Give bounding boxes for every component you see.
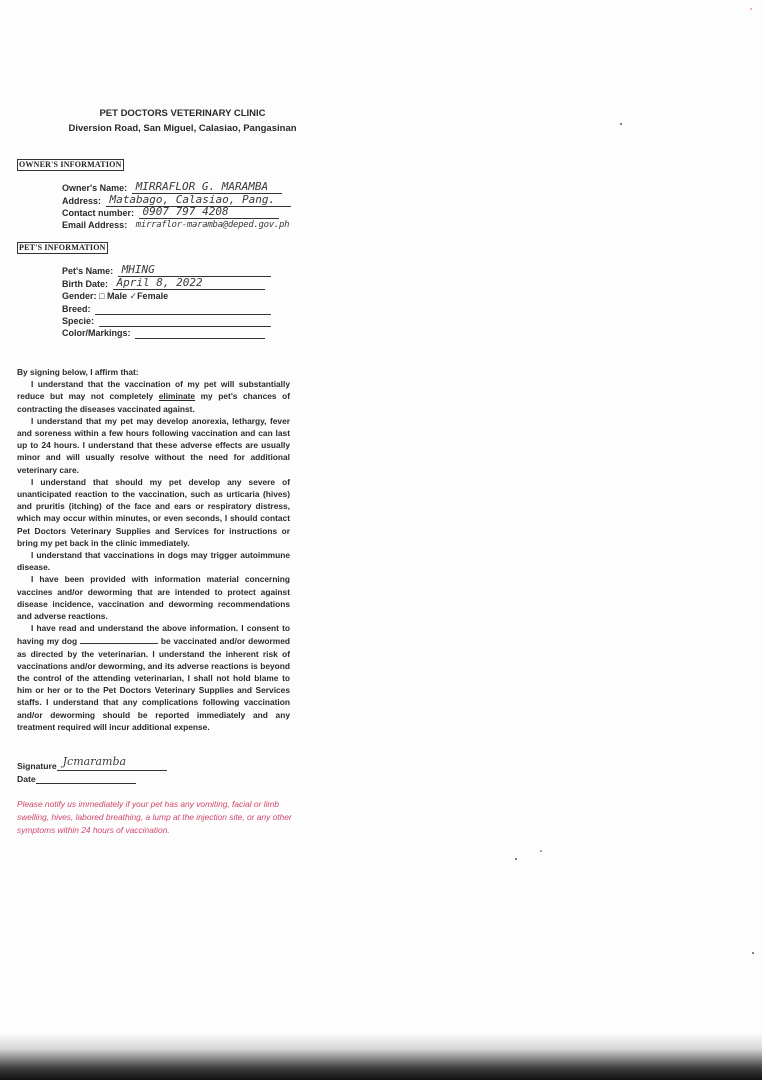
female-label: Female	[137, 291, 169, 301]
email-label: Email Address:	[62, 220, 128, 230]
scan-speck	[752, 952, 754, 954]
email-field	[62, 219, 322, 231]
consent-paragraph-6: I have read and understand the above information. I consent to having my dog be vaccinated and/or dewormed as directed by the veterinarian. I understand the inherent risk of vaccinations and/or deworming, and its adverse reactions is beyond the control of the attending veterinarian, I shall not hold blame to him or her or to the Pet Doctors Veterinary Supplies and Services staffs. I understand that any complications following vaccination and/or deworming should be reported immediately and any treatment required will incur additional expense.	[17, 623, 290, 732]
pet-section-title: PET'S INFORMATION	[19, 243, 106, 252]
scan-speck	[515, 858, 517, 860]
scan-edge-shadow	[0, 1032, 762, 1080]
consent-intro: By signing below, I affirm that:	[17, 367, 139, 377]
address-label: Address:	[62, 196, 102, 206]
date-line	[36, 772, 136, 784]
male-checkbox: □	[99, 291, 105, 301]
owner-section-title: OWNER'S INFORMATION	[19, 160, 122, 169]
male-label: Male	[106, 291, 127, 301]
scan-speck	[620, 123, 622, 125]
clinic-address: Diversion Road, San Miguel, Calasiao, Pangasinan	[68, 123, 297, 134]
signature-value: Jcmaramba	[62, 755, 127, 768]
signature-field	[17, 755, 167, 771]
color-markings-label: Color/Markings:	[62, 328, 131, 338]
specie-field	[62, 315, 271, 327]
dog-name-blank	[80, 634, 158, 644]
birth-date-label: Birth Date:	[62, 279, 109, 289]
gender-field	[62, 290, 168, 302]
color-markings-line	[135, 327, 265, 339]
scan-speck	[540, 850, 542, 852]
eliminate-underlined: eliminate	[158, 391, 196, 402]
birth-date-value: April 8, 2022	[116, 276, 203, 289]
clinic-header	[30, 106, 335, 136]
consent-paragraph-1: I understand that the vaccination of my pet will substantially reduce but may not completely eliminate my pet's chances of contracting the diseases vaccinated against.	[17, 379, 290, 414]
email-value: mirraflor-maramba@deped.gov.ph	[135, 220, 290, 230]
consent-text	[17, 366, 290, 733]
consent-paragraph-5: I have been provided with information material concerning vaccines and/or deworming that are intended to protect against disease incidence, vaccination and deworming recommendations and adverse reactions.	[17, 574, 290, 622]
signature-label: Signature	[17, 761, 57, 771]
owner-name-value: MIRRAFLOR G. MARAMBA	[135, 180, 269, 193]
birth-date-line	[113, 278, 265, 290]
email-line	[132, 220, 322, 231]
consent-paragraph-3: I understand that should my pet develop any severe of unanticipated reaction to the vaccination, such as urticaria (hives) and pruritis (itching) of the face and ears or respiratory distress, which may occur within minutes, or even seconds, I should contact Pet Doctors Veterinary Supplies and Services for instructions or bring my pet back in the clinic immediately.	[17, 476, 290, 548]
scan-speck	[750, 8, 752, 10]
contact-value: 0907 797 4208	[142, 205, 229, 218]
female-checkmark: ✓	[129, 291, 138, 301]
date-field	[17, 772, 136, 784]
breed-field	[62, 303, 271, 315]
birth-date-field	[62, 278, 265, 290]
consent-paragraph-2: I understand that my pet may develop anorexia, lethargy, fever and soreness within a few hours following vaccination and can last up to 24 hours. I understand that these adverse effects are usually minor and will usually resolve without the need for additional veterinary care.	[17, 415, 290, 475]
color-markings-field	[62, 327, 265, 339]
contact-line	[139, 207, 279, 219]
consent-paragraph-4: I understand that vaccinations in dogs may trigger autoimmune disease.	[17, 550, 290, 573]
owner-name-label: Owner's Name:	[62, 183, 128, 193]
date-label: Date	[17, 774, 36, 784]
gender-label: Gender:	[62, 291, 97, 301]
breed-line	[95, 303, 271, 315]
signature-line	[57, 755, 167, 771]
pet-name-label: Pet's Name:	[62, 266, 114, 276]
contact-label: Contact number:	[62, 208, 134, 218]
specie-line	[99, 315, 271, 327]
pet-name-value: MHING	[121, 263, 155, 276]
specie-label: Specie:	[62, 316, 95, 326]
clinic-name: PET DOCTORS VETERINARY CLINIC	[99, 108, 266, 119]
post-vaccination-notice: Please notify us immediately if your pet has any vomiting, facial or limb swelling, hives, labored breathing, a lump at the injection site, or any other symptoms within 24 hours of vaccination.	[17, 799, 292, 835]
address-value: Matabago, Calasiao, Pang.	[109, 193, 276, 206]
contact-field	[62, 207, 279, 219]
breed-label: Breed:	[62, 304, 91, 314]
